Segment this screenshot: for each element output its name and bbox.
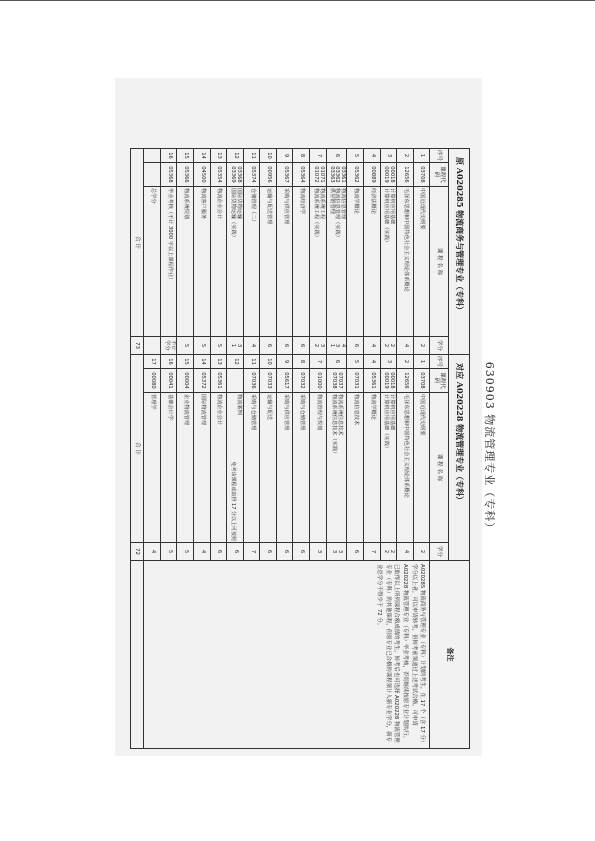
left-row-code: 03368 03369 [227, 163, 244, 187]
right-row-name: 物流系统信息技术 物流系统信息技术（实践） [326, 393, 347, 543]
right-row-credit: 4 [397, 543, 414, 561]
right-row-code: 05361 [364, 369, 381, 393]
right-row-code: 07031 [347, 369, 364, 393]
left-row-code [144, 163, 161, 187]
remarks-footer-cell [131, 561, 144, 749]
left-row-credit: 6 [260, 337, 277, 355]
right-row-credit: 3 3 [326, 543, 347, 561]
left-row-name: 运输与配送管理 [260, 187, 277, 337]
merged-note: 免考该课程或取得 17 分以上可按照 [229, 461, 236, 541]
right-row-name: 管理学 [144, 393, 161, 543]
right-row-name: 采购与供应管理 [276, 393, 293, 543]
right-row-no: 6 [326, 355, 347, 369]
right-col-no: 序号 [430, 355, 449, 369]
left-row-name: 总学分 [144, 187, 161, 337]
left-row-name: 毕业考核（不计 3000 字以上课程作业） [160, 187, 177, 337]
left-total-label: 合 计 [131, 149, 144, 337]
left-row-credit: 2 2 [380, 337, 397, 355]
right-heading: 对应 A020228 物流管理专业（专科） [449, 355, 470, 561]
right-row-code: 05361 [210, 369, 227, 393]
left-row-name: 中国近现代史纲要 [413, 187, 430, 337]
right-row-no: 4 [364, 355, 381, 369]
left-row-code: 03708 [413, 163, 430, 187]
left-row-credit: 4 [397, 337, 414, 355]
right-row-no: 14 [194, 355, 211, 369]
right-total-value: 72 [131, 543, 144, 561]
right-row-no: 7 [310, 355, 327, 369]
right-row-code: 03708 [413, 369, 430, 393]
right-total-label: 合 计 [131, 355, 144, 543]
right-row-credit: 5 [177, 543, 194, 561]
right-row-name: 物流管理与规划 [310, 393, 327, 543]
right-row-no: 8 [293, 355, 310, 369]
left-row-credit: 5 [210, 337, 227, 355]
right-row-credit: 6 [276, 543, 293, 561]
left-row-code: 05367 [276, 163, 293, 187]
right-row-credit: 5 [160, 543, 177, 561]
right-row-credit: 6 [210, 543, 227, 561]
left-row-name: 计算机应用基础 计算机应用基础（实践） [380, 187, 397, 337]
left-row-name: 物流系统工程 物流系统工程（实践） [310, 187, 327, 337]
left-row-credit: 6 [276, 337, 293, 355]
right-row-name: 物流信息技术 [347, 393, 364, 543]
left-row-code: 05368 [160, 163, 177, 187]
right-col-credit: 学分 [430, 543, 449, 561]
left-row-name: 物流客户服务 [194, 187, 211, 337]
right-row-credit: 3 [310, 543, 327, 561]
left-row-name: 仓储管理（二） [243, 187, 260, 337]
left-col-name: 课 程 名 称 [430, 187, 449, 337]
right-row-code: 01000 [310, 369, 327, 393]
right-row-no: 10 [260, 355, 277, 369]
right-row-no: 1 [413, 355, 430, 369]
left-row-name: 物流企业会计 [210, 187, 227, 337]
remarks-text: A020285 物流商务与管理专业（专科）计划的考生，在 17 个（含 17 分）学分以上者，可以申请转考，但转考前须通过上述考试合格，可申请 A020228 物流管理专业（专科）毕业考核，否则继续按原专业计划执行。已取得以上所列课程合格成绩的考生，转考后也可选择 A020228 物流管理专业（专科）的其他课程，但原专业已合格的课程须计入新专业学分，新专业总学分不得少于 72 分。 [144, 561, 430, 749]
right-row-credit: 4 [194, 543, 211, 561]
left-row-no: 12 [227, 149, 244, 163]
right-row-name: 毛泽东思想和中国特色社会主义理论体系概论 [397, 393, 414, 543]
right-row-no: 12 [227, 355, 244, 369]
right-row-name: 物流企业会计 [210, 393, 227, 543]
right-row-credit: 2 2 [380, 543, 397, 561]
right-row-code: 00018 00019 [380, 369, 397, 393]
left-row-code: 05364 [293, 163, 310, 187]
left-row-code: 01071 01072 [310, 163, 327, 187]
right-row-credit: 4 [144, 543, 161, 561]
left-row-credit: 4 3 1 [326, 337, 347, 355]
rotated-document [130, 148, 496, 748]
left-row-name: 物流信息管理 物流信息管理（实践） 供应链管理 [326, 187, 347, 337]
left-row-no: 16 [160, 149, 177, 163]
right-row-credit: 7 [243, 543, 260, 561]
left-row-name: 物流学概论 [347, 187, 364, 337]
left-row-credit: 6 [347, 337, 364, 355]
right-row-no: 9 [276, 355, 293, 369]
left-row-credit: 4 [243, 337, 260, 355]
right-row-code: 07032 [293, 369, 310, 393]
left-row-no: 3 [380, 149, 397, 163]
left-row-no: 14 [194, 149, 211, 163]
remarks-heading: 备注 [430, 561, 470, 749]
left-row-name: 物流经济学 [293, 187, 310, 337]
left-row-code: 04500 [194, 163, 211, 187]
left-row-code: 12656 [397, 163, 414, 187]
left-row-no: 1 [413, 149, 430, 163]
left-row-credit: 6 [293, 337, 310, 355]
right-row-no: 17 [144, 355, 161, 369]
left-row-code: 05354 [210, 163, 227, 187]
right-row-name: 采购与仓储管理 [293, 393, 310, 543]
left-row-name: 采购与供应管理 [276, 187, 293, 337]
right-row-name: 企业物流管理 [177, 393, 194, 543]
left-total-value: 73 [131, 337, 144, 355]
right-col-name: 课 程 名 称 [430, 393, 449, 543]
left-row-code: 00018 00019 [380, 163, 397, 187]
table-row [413, 149, 430, 749]
left-heading: 原 A020285 物流商务与管理专业（专科） [449, 149, 470, 355]
top-edge-line [0, 0, 595, 1]
left-row-name: 国际货物运输 国际货物运输（实践） [227, 187, 244, 337]
left-row-no: 5 [347, 149, 364, 163]
right-row-no: 16 [160, 355, 177, 369]
right-row-name: 国际物流管理 [194, 393, 211, 543]
right-row-code: 05372 [194, 369, 211, 393]
right-row-name: 计算机应用基础 计算机应用基础（实践） [380, 393, 397, 543]
left-row-no: 4 [364, 149, 381, 163]
right-row-credit: 6 [227, 543, 244, 561]
right-row-name: 物流学概论 [364, 393, 381, 543]
left-row-code: 05366 [177, 163, 194, 187]
right-row-credit: 6 [293, 543, 310, 561]
right-row-no: 15 [177, 355, 194, 369]
right-row-name: 运输与配送 [260, 393, 277, 543]
left-col-credit: 学分 [430, 337, 449, 355]
right-row-credit: 2 [413, 543, 430, 561]
right-row-code: 07037 07038 [326, 369, 347, 393]
left-row-code: 03361 03362 03363 [326, 163, 347, 187]
left-row-no [144, 149, 161, 163]
right-row-code: 00080 [144, 369, 161, 393]
left-row-credit: 不计学分 [160, 337, 177, 355]
left-col-code: 课程代码 [430, 163, 449, 187]
right-col-code: 课程代码 [430, 369, 449, 393]
right-row-code: 00004 [177, 369, 194, 393]
right-row-no: 13 [210, 355, 227, 369]
conversion-table [130, 148, 470, 749]
right-row-no: 2 [397, 355, 414, 369]
right-row-no: 11 [243, 355, 260, 369]
left-row-no: 8 [293, 149, 310, 163]
right-row-code: 00041 [160, 369, 177, 393]
left-row-code: 05374 [243, 163, 260, 187]
right-row-code: 07036 [243, 369, 260, 393]
right-row-credit: 6 [347, 543, 364, 561]
right-row-no: 3 [380, 355, 397, 369]
page-title: 630903 物流管理专业（专科） [483, 361, 496, 535]
left-row-no: 7 [310, 149, 327, 163]
right-row-credit: 6 [260, 543, 277, 561]
left-row-credit: 4 [364, 337, 381, 355]
left-row-name: 经济法概论 [364, 187, 381, 337]
left-row-code: 05362 [347, 163, 364, 187]
right-row-code: 05617 [276, 369, 293, 393]
left-row-no: 9 [276, 149, 293, 163]
left-row-code: 00956 [260, 163, 277, 187]
right-row-code [227, 369, 244, 393]
left-row-credit [144, 337, 161, 355]
left-row-credit: 3 2 [310, 337, 327, 355]
left-row-no: 2 [397, 149, 414, 163]
left-row-credit: 3 1 [227, 337, 244, 355]
right-row-name: 物流案例 免考该课程或取得 17 分以上可按照 [227, 393, 244, 543]
right-row-name: 中国近现代史纲要 [413, 393, 430, 543]
left-row-name: 毛泽东思想和中国特色社会主义理论体系概论 [397, 187, 414, 337]
right-row-name: 采购与仓储管理 [243, 393, 260, 543]
right-row-credit: 7 [364, 543, 381, 561]
right-row-name: 基础会计学 [160, 393, 177, 543]
left-row-name: 物流系统规划 [177, 187, 194, 337]
right-row-code: 12656 [397, 369, 414, 393]
left-col-no: 序号 [430, 149, 449, 163]
left-row-no: 10 [260, 149, 277, 163]
left-row-credit: 5 [177, 337, 194, 355]
left-row-no: 13 [210, 149, 227, 163]
left-row-credit: 2 [413, 337, 430, 355]
left-row-code: 00889 [364, 163, 381, 187]
right-row-code: 07033 [260, 369, 277, 393]
left-row-no: 6 [326, 149, 347, 163]
right-row-no: 5 [347, 355, 364, 369]
left-row-credit: 5 [194, 337, 211, 355]
left-row-no: 15 [177, 149, 194, 163]
left-row-no: 11 [243, 149, 260, 163]
